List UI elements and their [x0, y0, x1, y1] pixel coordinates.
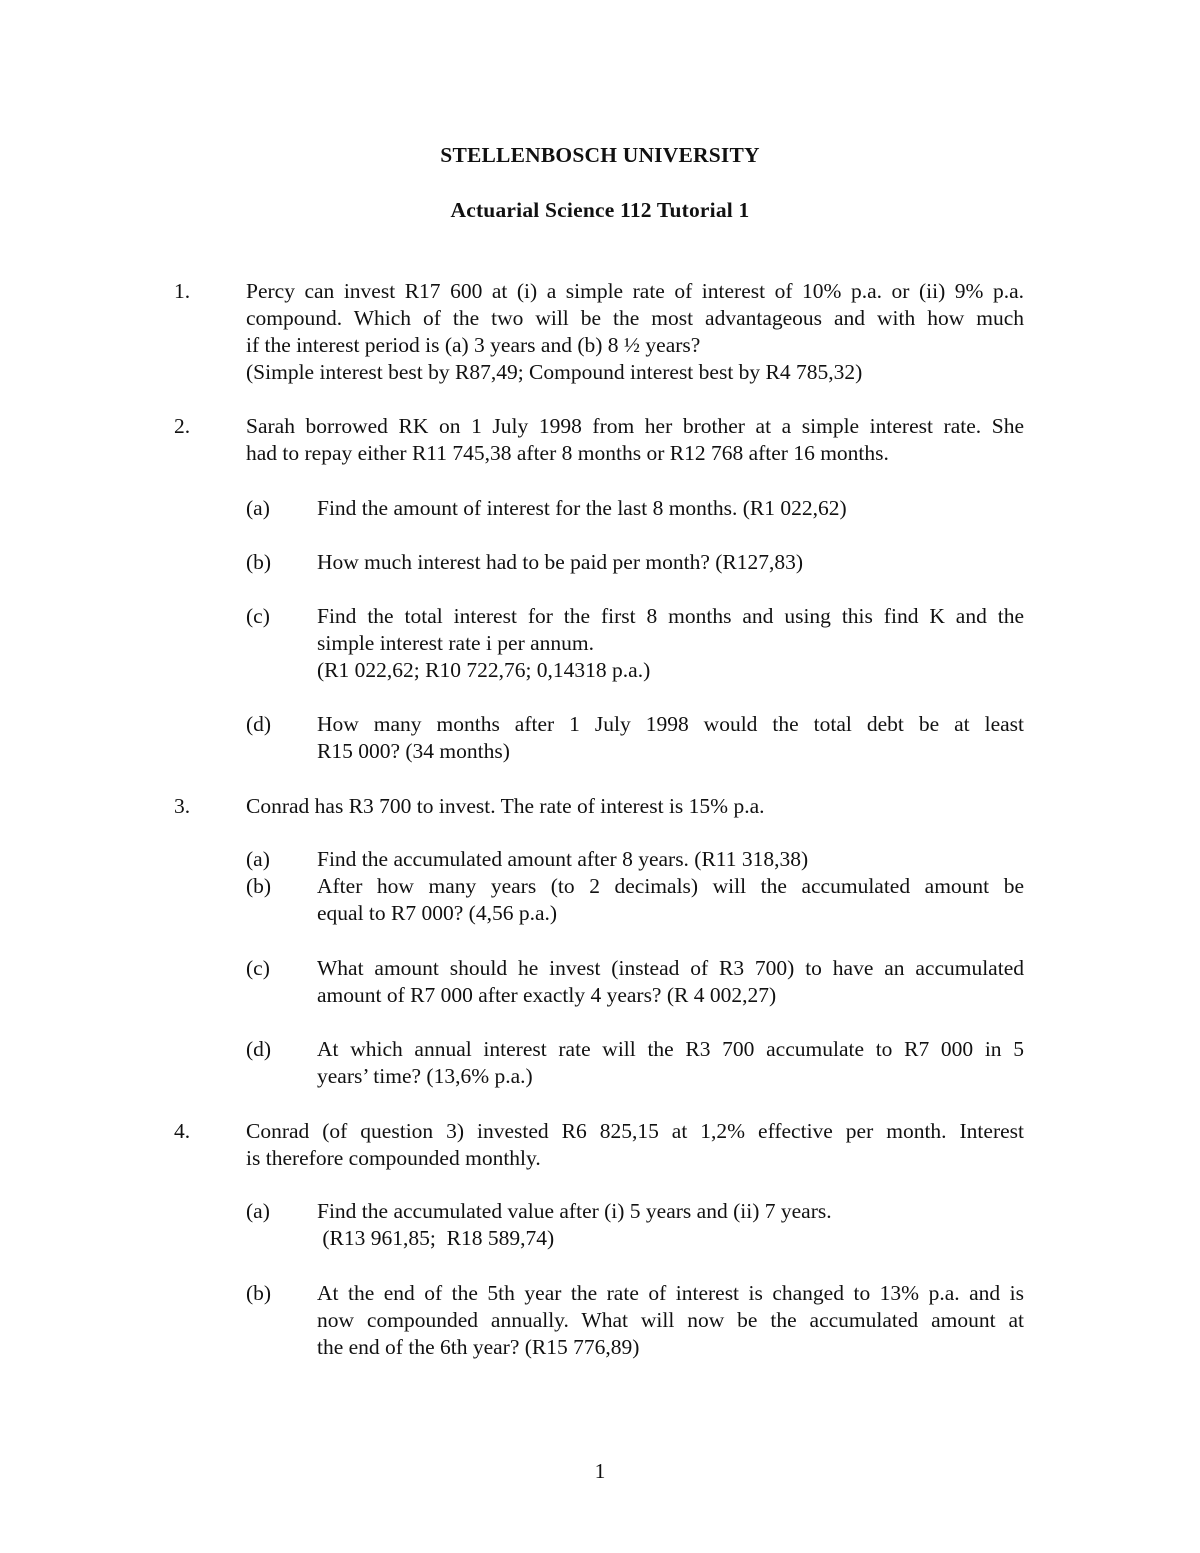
text-line: Percy can invest R17 600 at (i) a simple rate of interest of 10% p.a. or (ii) 9% p.a.	[246, 279, 1024, 303]
question-3-part-b	[174, 873, 1026, 927]
text-line: At which annual interest rate will the R3 700 accumulate to R7 000 in 5	[317, 1037, 1024, 1061]
question-3	[174, 793, 1026, 820]
answer-line: (R1 022,62; R10 722,76; 0,14318 p.a.)	[317, 658, 651, 682]
part-label: (b)	[246, 1281, 272, 1305]
question-text	[246, 1118, 1024, 1172]
page-number: 1	[594, 1459, 606, 1483]
part-text	[317, 1198, 1024, 1252]
part-label: (c)	[246, 956, 270, 980]
part-label: (a)	[246, 1199, 270, 1223]
text-line: amount of R7 000 after exactly 4 years? (R 4 002,27)	[317, 983, 777, 1007]
question-4-part-a	[174, 1198, 1026, 1252]
course-title: Actuarial Science 112 Tutorial 1	[450, 198, 750, 222]
question-number: 3.	[174, 794, 191, 818]
question-2-part-d	[174, 711, 1026, 765]
text-line: At the end of the 5th year the rate of interest is changed to 13% p.a. and is	[317, 1281, 1024, 1305]
question-text	[246, 413, 1024, 467]
text-line: simple interest rate i per annum.	[317, 631, 595, 655]
text-line: equal to R7 000? (4,56 p.a.)	[317, 901, 558, 925]
text-line: After how many years (to 2 decimals) will the accumulated amount be	[317, 874, 1024, 898]
text-line: years’ time? (13,6% p.a.)	[317, 1064, 533, 1088]
text-line: How many months after 1 July 1998 would the total debt be at least	[317, 712, 1024, 736]
text-line: R15 000? (34 months)	[317, 739, 510, 763]
question-4-part-b	[174, 1280, 1026, 1361]
part-label: (b)	[246, 874, 272, 898]
text-line: if the interest period is (a) 3 years and (b) 8 ½ years?	[246, 333, 701, 357]
question-number: 2.	[174, 414, 191, 438]
question-3-part-a	[174, 846, 1026, 873]
question-2-part-c	[174, 603, 1026, 684]
text-line: How much interest had to be paid per month? (R127,83)	[317, 550, 804, 574]
question-number: 1.	[174, 279, 191, 303]
answer-line: (R13 961,85; R18 589,74)	[317, 1226, 555, 1250]
text-line: the end of the 6th year? (R15 776,89)	[317, 1335, 640, 1359]
part-text	[317, 711, 1024, 765]
part-label: (d)	[246, 712, 272, 736]
question-4	[174, 1118, 1026, 1172]
part-text	[317, 873, 1024, 927]
question-number: 4.	[174, 1119, 191, 1143]
question-2-part-b	[174, 549, 1026, 576]
text-line: Conrad (of question 3) invested R6 825,15 at 1,2% effective per month. Interest	[246, 1119, 1024, 1143]
part-text	[317, 846, 1024, 873]
part-text	[317, 603, 1024, 684]
question-2-part-a	[174, 495, 1026, 522]
part-text	[317, 955, 1024, 1009]
part-label: (c)	[246, 604, 270, 628]
text-line: What amount should he invest (instead of R3 700) to have an accumulated	[317, 956, 1024, 980]
question-text	[246, 793, 1024, 820]
text-line: Conrad has R3 700 to invest. The rate of interest is 15% p.a.	[246, 794, 765, 818]
text-line: Sarah borrowed RK on 1 July 1998 from her brother at a simple interest rate. She	[246, 414, 1024, 438]
part-text	[317, 1280, 1024, 1361]
part-label: (d)	[246, 1037, 272, 1061]
part-label: (a)	[246, 496, 270, 520]
text-line: Find the total interest for the first 8 months and using this find K and the	[317, 604, 1024, 628]
question-3-part-d	[174, 1036, 1026, 1090]
part-text	[317, 1036, 1024, 1090]
text-line: Find the accumulated amount after 8 years. (R11 318,38)	[317, 847, 809, 871]
answer-line: (Simple interest best by R87,49; Compound interest best by R4 785,32)	[246, 360, 863, 384]
text-line: compound. Which of the two will be the most advantageous and with how much	[246, 306, 1024, 330]
text-line: had to repay either R11 745,38 after 8 months or R12 768 after 16 months.	[246, 441, 889, 465]
question-1	[174, 278, 1026, 386]
part-text	[317, 549, 1024, 576]
question-3-part-c	[174, 955, 1026, 1009]
question-text	[246, 278, 1024, 386]
question-2	[174, 413, 1026, 467]
text-line: is therefore compounded monthly.	[246, 1146, 541, 1170]
part-label: (b)	[246, 550, 272, 574]
part-label: (a)	[246, 847, 270, 871]
text-line: Find the amount of interest for the last 8 months. (R1 022,62)	[317, 496, 847, 520]
university-title: STELLENBOSCH UNIVERSITY	[440, 143, 760, 167]
text-line: now compounded annually. What will now be the accumulated amount at	[317, 1308, 1024, 1332]
part-text	[317, 495, 1024, 522]
text-line: Find the accumulated value after (i) 5 years and (ii) 7 years.	[317, 1199, 832, 1223]
